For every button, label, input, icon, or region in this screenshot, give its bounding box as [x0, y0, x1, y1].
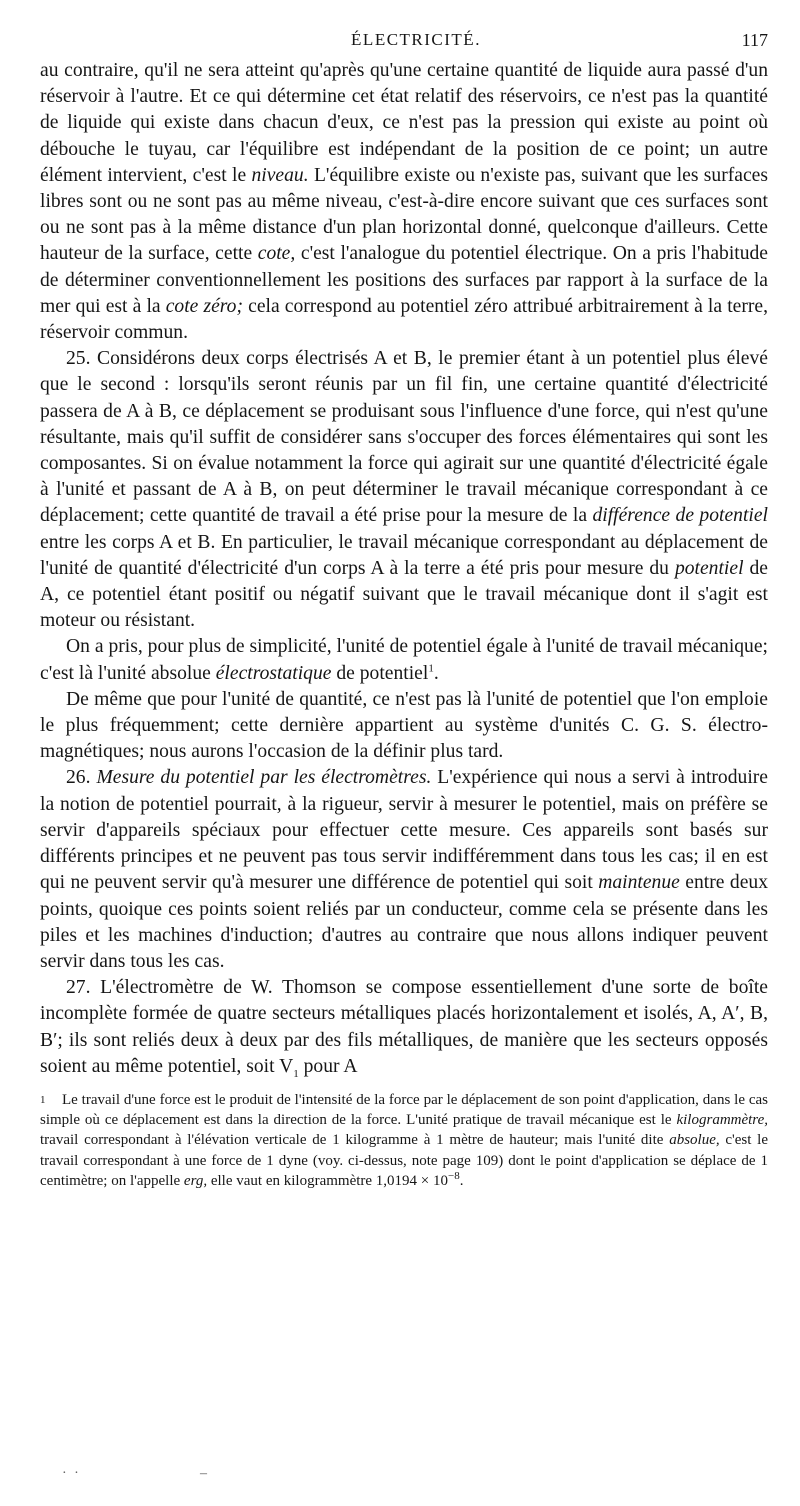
text-run: cela correspond au potentiel zéro attribué arbitrairement à la terre, réservoir commun.: [40, 295, 768, 344]
body-text: [40, 58, 768, 1080]
italic-term: potentiel: [674, 557, 744, 579]
section-26: [40, 765, 768, 975]
italic-term: électrostatique: [215, 662, 332, 684]
italic-term: niveau.: [251, 164, 309, 186]
section-25: [40, 346, 768, 634]
text-run: On a pris, pour plus de simplicité, l'unité de potentiel égale à l'unité de travail mécanique; c'est là l'unité absolue: [40, 636, 768, 684]
text-run: elle vaut en kilogrammètre 1,0194 × 10: [207, 1172, 449, 1189]
section-number: 26.: [66, 767, 91, 789]
text-run: au contraire, qu'il ne sera atteint qu'après qu'une certaine quantité de liquide aura passé d'un réservoir à l'autre. Et ce qui détermine cet état relatif des réservoirs, ce n'est pas la quantité de liquide qui existe dans chacun d'eux, ce n'est pas la pression qui existe au point où débouche le tuyau, car l'équilibre est indépendant de la position de ce point; un autre élément intervient, c'est le: [40, 60, 768, 186]
footnote-ref: 1: [428, 662, 434, 675]
section-title: Mesure du potentiel par les électromètres.: [96, 767, 432, 789]
text-run: entre les corps A et B. En particulier, le travail mécanique correspondant au déplacement de l'unité de quantité d'électricité d'un corps A à la terre a été pris pour mesure du: [40, 531, 768, 579]
text-run: de potentiel: [331, 662, 429, 684]
text-run: L'électromètre de W. Thomson se compose essentiellement d'une sorte de boîte incomplète formée de quatre secteurs métalliques placés horizontalement et isolés, A, A′, B, B′; ils sont reliés deux à deux par des fils métalliques, de manière que les secteurs opposés soient au même potentiel, soit V: [40, 977, 768, 1077]
exponent: −8: [448, 1169, 460, 1182]
italic-term: maintenue: [598, 872, 680, 894]
footnote-mark: 1: [40, 1093, 46, 1106]
paragraph-unit: [40, 634, 768, 686]
paragraph-continuation: [40, 58, 768, 346]
text-run: .: [433, 662, 439, 684]
italic-term: cote zéro;: [165, 295, 243, 317]
italic-term: différence de potentiel: [592, 505, 768, 527]
text-run: .: [459, 1172, 464, 1189]
italic-term: kilogrammètre,: [676, 1112, 768, 1129]
paragraph-de-meme: De même que pour l'unité de quantité, ce n'est pas là l'unité de potentiel que l'on emploie le plus fréquemment; cette dernière appartient au système d'unités C. G. S. électro-magnétiques; nous aurons l'occasion de la définir plus tard.: [40, 688, 768, 763]
subscript: 1: [293, 1067, 299, 1080]
section-number: 27.: [66, 977, 91, 999]
running-head: [40, 28, 768, 58]
section-27: [40, 975, 768, 1080]
text-run: L'équilibre existe ou n'existe pas, suivant que les surfaces libres sont ou ne sont pas au même niveau, c'est-à-dire encore suivant que ces surfaces sont ou ne sont pas à la même distance d'un plan horizontal donné, quelconque d'ailleurs. Cette hauteur de la surface, cette: [40, 164, 768, 265]
text-run: c'est l'analogue du potentiel électrique. On a pris l'habitude de déterminer conventionnellement les positions des surfaces par rapport à la surface de la mer qui est à la: [40, 243, 768, 317]
text-run: entre deux points, quoique ces points soient reliés par un conducteur, comme cela se présente dans les piles et les machines d'induction; d'autres au contraire que nous allons indiquer peuvent servir dans tous les cas.: [40, 872, 768, 972]
text-run: c'est le travail correspondant à une force de 1 dyne (voy. ci-dessus, note page 109) dont le point d'application se déplace de 1 centimètre; on l'appelle: [40, 1132, 768, 1189]
section-number: 25.: [66, 348, 91, 370]
running-head-title: ÉLECTRICITÉ.: [351, 30, 481, 49]
footnotes: [40, 1090, 768, 1191]
italic-term: cote,: [257, 243, 296, 265]
bottom-dash: –: [200, 1466, 207, 1481]
footnote-1: [40, 1090, 768, 1191]
italic-term: erg,: [183, 1172, 208, 1189]
italic-term: absolue,: [669, 1132, 720, 1149]
text-run: de A, ce potentiel étant positif ou négatif suivant que le travail mécanique dont il s'agit est moteur ou résistant.: [40, 557, 768, 632]
text-run: travail correspondant à l'élévation verticale de 1 kilogramme à 1 mètre de hauteur; mais l'unité dite: [40, 1132, 670, 1149]
bottom-marks: · ·: [62, 1466, 81, 1481]
text-run: Le travail d'une force est le produit de l'intensité de la force par le déplacement de son point d'application, dans le cas simple où ce déplacement est dans la direction de la force. L'unité pratique de travail mécanique est le: [40, 1091, 768, 1129]
text-run: Considérons deux corps électrisés A et B, le premier étant à un potentiel plus élevé que le second : lorsqu'ils seront réunis par un fil fin, une certaine quantité d'électricité passera de A à B, ce déplacement se produisant sous l'influence d'une force, qui n'est qu'une résultante, mais qu'il suffit de considérer sans s'occuper des forces élémentaires qui sont les composantes. Si on évalue notamment la force qui agirait sur une quantité d'électricité égale à l'unité et passant de A à B, on peut déterminer le travail mécanique correspondant à ce déplacement; cette quantité de travail a été prise pour la mesure de la: [40, 348, 768, 527]
page: [40, 28, 768, 1191]
text-run: pour A: [298, 1055, 358, 1077]
page-number: 117: [741, 30, 768, 50]
text-run: L'expérience qui nous a servi à introduire la notion de potentiel pourrait, à la rigueur, servir à mesurer le potentiel, mais on préfère se servir d'appareils spéciaux pour effectuer cette mesure. Ces appareils sont basés sur différents principes et ne peuvent pas tous servir indifféremment dans tous les cas; il en est qui ne peuvent servir qu'à mesurer une différence de potentiel qui soit: [40, 767, 768, 894]
